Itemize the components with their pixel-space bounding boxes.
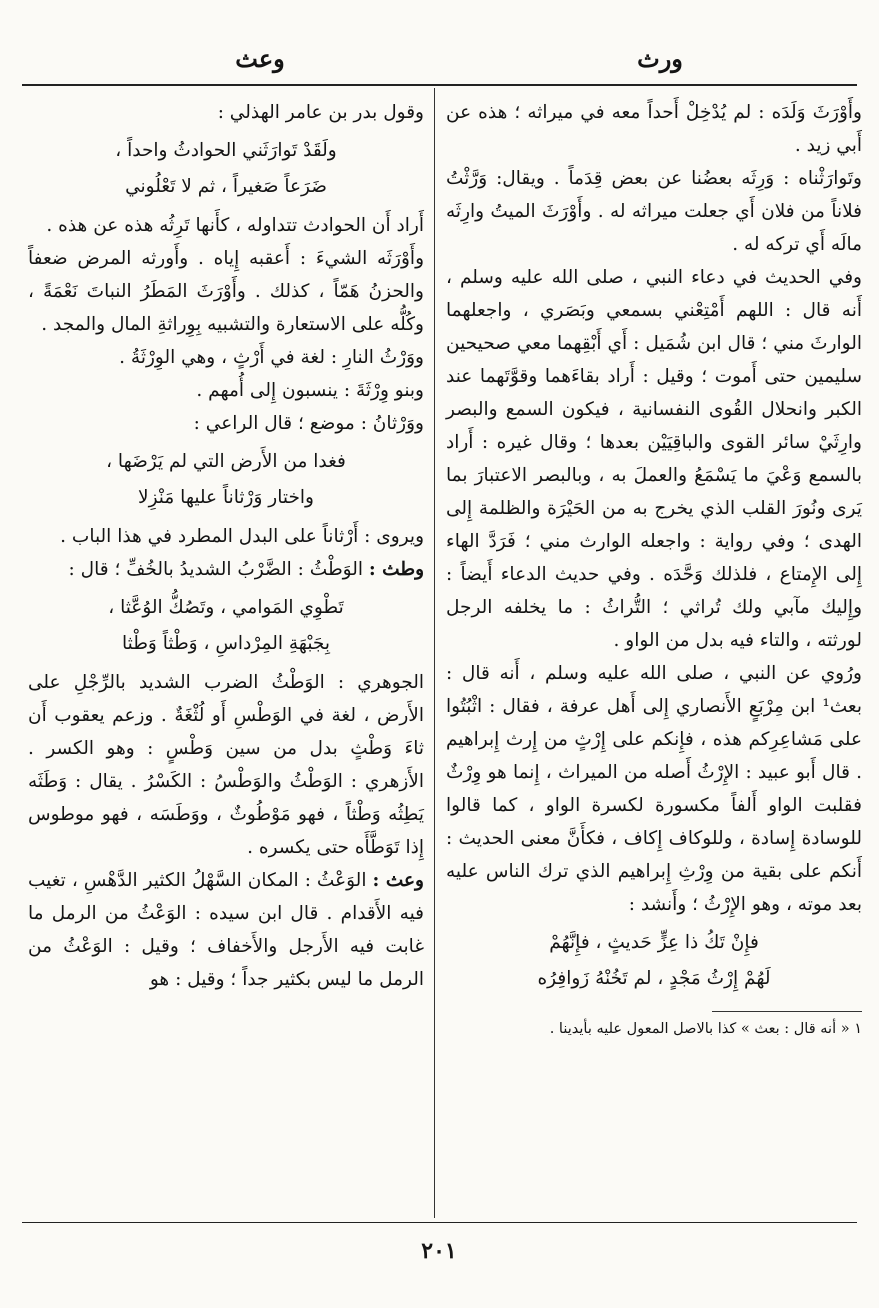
footer-rule (22, 1222, 857, 1223)
paragraph: وتَوارَثْناه : وَرِثَه بعضُنا عن بعض قِدَماً . ويقال: وَرَّثْتُ فلاناً من فلان أَي جعلت ميراثه له . وأَوْرَثَ الميتُ وارِثَه مالَه أَي تركه له . (446, 168, 862, 255)
verse-line: فإِنْ تَكُ ذا عِزٍّ حَديثٍ ، فإِنَّهُمْ (549, 932, 759, 953)
column-divider (434, 88, 435, 1218)
footnote: ١ « أنه قال : بعث » كذا بالاصل المعول عليه بأيدينا . (549, 1021, 862, 1037)
verse-line: لَهُمْ إِرْثُ مَجْدٍ ، لم تَخُنْهُ زَوافِرُه (537, 968, 771, 989)
paragraph: وفي الحديث في دعاء النبي ، صلى الله عليه وسلم ، أَنه قال : اللهم أَمْتِعْني بسمعي وبَصَري ، واجعلهما الوارثَ مني ؛ قال ابن شُمَيل : أَي أَبْقِهما معي صحيحين سليمين حتى أَموت ؛ وقيل : أَراد بقاءَهما وقوَّتَهما عند الكبر وانحلال القُوى النفسانية ، فيكون السمع والبصر وارِثَيْ سائر القوى والباقِيَيْن بعدها ؛ وقال غيره : أَراد بالسمع وَعْيَ ما يَسْمَعُ والعملَ به ، وبالبصر الاعتبارَ بما يَرى ونُورَ القلب الذي يخرج به من الحَيْرَة والظلمة إِلى الهدى ؛ وفي رواية : واجعله الوارث مني ؛ فَرَدَّ الهاء إِلى الإِمتاع ، فلذلك وَحَّدَه . وفي حديث الدعاء أَيضاً : وإِليك مآبي ولك تُراثي ؛ التُّراثُ : ما يخلفه الرجل لورثته ، والتاء فيه بدل من الواو . (446, 267, 862, 651)
footnote-rule (712, 1011, 862, 1012)
left-column (28, 96, 424, 996)
verse-line: فغدا من الأَرض التي لم يَرْضَها ، (106, 451, 346, 472)
entry-wath (28, 864, 424, 996)
verse-line: ضَرَعاً صَغيراً ، ثم لا تَعْلُوني (125, 176, 327, 197)
right-column (446, 96, 862, 1040)
verse-line: تَطْوِي المَوامي ، وتَصُكُّ الوُعَّثا ، (108, 597, 344, 618)
entry-watth (28, 553, 424, 586)
paragraph: ويروى : أَرْثاناً على البدل المطرد في هذا الباب . (60, 526, 424, 547)
paragraph: أَراد أَن الحوادث تتداوله ، كأَنها تَرِثُه هذه عن هذه . (46, 215, 424, 236)
verse-line: ولَقَدْ تَوارَثَني الحوادثُ واحداً ، (115, 140, 337, 161)
running-head-left: وعث (235, 44, 285, 73)
paragraph: وأَوْرَثَه الشيءَ : أَعقبه إِياه . وأَورثه المرض ضعفاً والحزنُ هَمّاً ، كذلك . وأَوْرَثَ المَطَرُ النباتَ نَعْمَةً ، وكُلُّه على الاستعارة والتشبيه بِوِراثةِ المال والمجد . (28, 248, 424, 335)
paragraph: ووَرْثُ النارِ : لغة في أَرْثٍ ، وهي الوِرْثَةُ . (119, 347, 424, 368)
entry-headword: وطث : (368, 559, 424, 580)
paragraph: الجوهري : الوَطْثُ الضرب الشديد بالرِّجْلِ على الأَرض ، لغة في الوَطْسِ أَو لُثْغَةٌ . وزعم يعقوب أَن ثاءَ وَطْثٍ بدل من سين وَطْسٍ : وهو الكسر . الأَزهري : الوَطْثُ والوَطْسُ : الكَسْرُ . يقال : وَطَثَه يَطِثُه وَطْثاً ، فهو مَوْطُوثٌ ، ووَطَسَه ، فهو موطوس إِذا تَوَطَّأَه حتى يكسره . (28, 672, 424, 858)
paragraph: ووَرْثانُ : موضع ؛ قال الراعي : (193, 413, 424, 434)
header-rule (22, 84, 857, 86)
page-number: ٢٠١ (421, 1238, 457, 1264)
verse (28, 133, 424, 205)
verse-line: واختار وَرْثاناً عليها مَنْزِلا (138, 487, 314, 508)
verse (28, 444, 424, 516)
verse (28, 590, 424, 662)
paragraph: وقول بدر بن عامر الهذلي : (217, 102, 424, 123)
verse (446, 925, 862, 997)
paragraph: وأَوْرَثَ وَلَدَه : لم يُدْخِلْ أَحداً معه في ميراثه ؛ هذه عن أَبي زيد . (446, 102, 862, 156)
verse-line: بِجَبْهَةِ المِرْداسِ ، وَطْثاً وَطْثا (121, 633, 330, 654)
entry-text: الوَطْثُ : الضَّرْبُ الشديدُ بالخُفِّ ؛ قال : (68, 559, 364, 580)
running-head-right: ورث (637, 44, 683, 73)
paragraph: ورُوي عن النبي ، صلى الله عليه وسلم ، أَنه قال : بعث¹ ابن مِرْبَعٍ الأَنصاري إِلى أَهل عرفة ، فقال : اثْبُتُوا على مَشاعِرِكم هذه ، فإِنكم على إِرْثٍ من إِرث إِبراهيم . قال أَبو عبيد : الإِرْثُ أَصله من الميراث ، إِنما هو وِرْثٌ فقلبت الواو أَلفاً مكسورة لكسرة الواو ، كما قالوا للوسادة إِسادة ، وللوكاف إِكاف ، فكأَنَّ معنى الحديث : أَنكم على بقية من وِرْثِ إِبراهيم الذي ترك الناس عليه بعد موته ، وهو الإِرْثُ ؛ وأَنشد : (446, 663, 862, 915)
entry-text: الوَعْثُ : المكان السَّهْلُ الكثير الدَّهْسِ ، تغيب فيه الأَقدام . قال ابن سيده : الوَعْثُ من الرمل ما غابت فيه الأَرجل والأَخفاف ؛ وقيل : الوَعْثُ من الرمل ما ليس بكثير جداً ؛ وقيل : هو (28, 870, 424, 990)
paragraph: وبنو وِرْثَةَ : ينسبون إِلى أُمهم . (196, 380, 424, 401)
entry-headword: وعث : (372, 870, 424, 891)
